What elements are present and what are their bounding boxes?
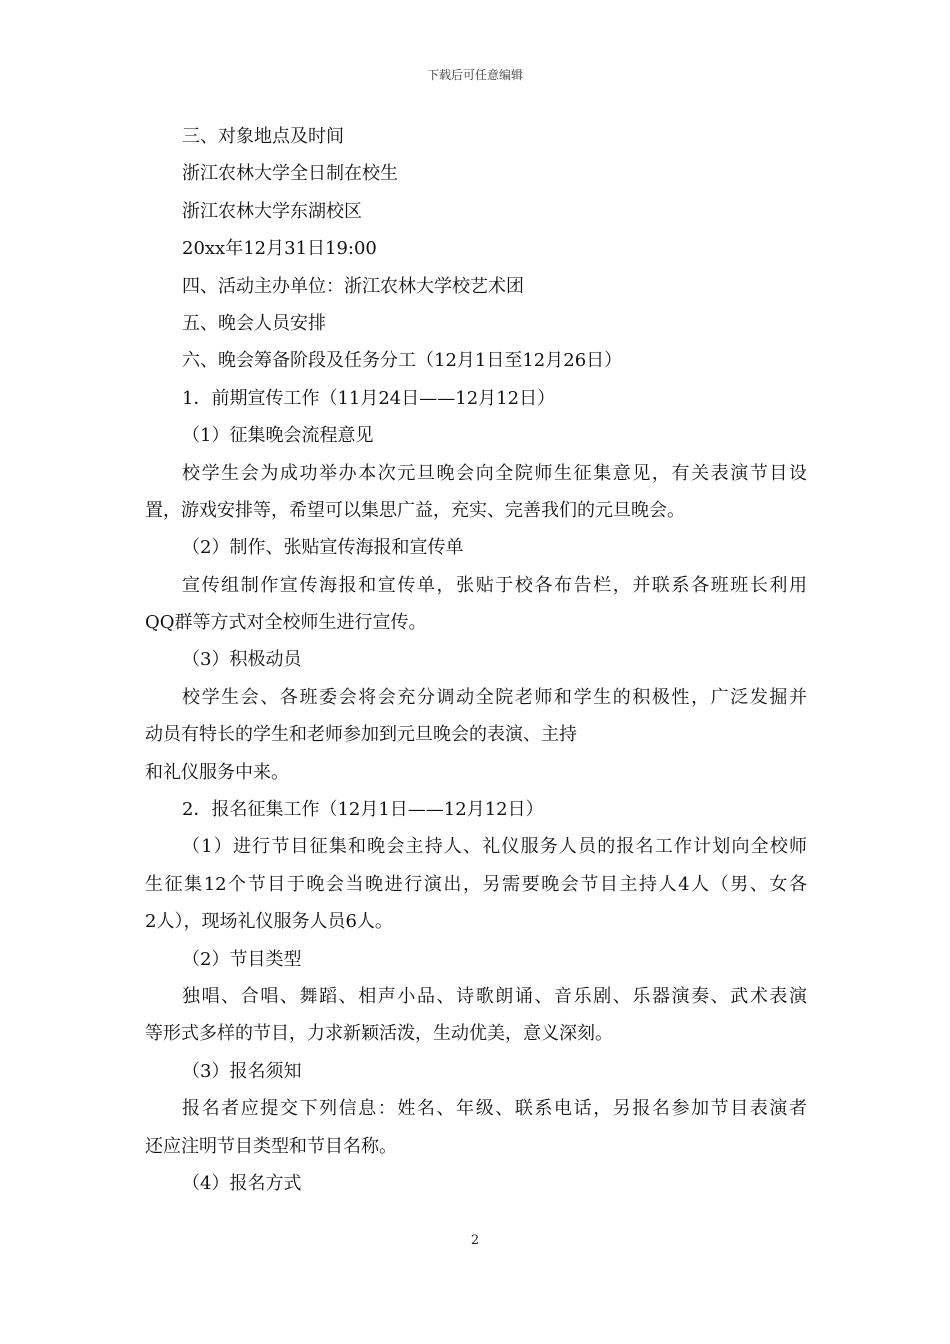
item-heading: （3）报名须知 xyxy=(182,1060,302,1082)
paragraph-line: 浙江农林大学东湖校区 xyxy=(182,200,362,222)
section-heading-3: 三、对象地点及时间 xyxy=(182,126,344,147)
document-body xyxy=(145,118,807,1202)
paragraph-line: QQ群等方式对全校师生进行宣传。 xyxy=(145,612,427,634)
item-heading: （4）报名方式 xyxy=(182,1172,302,1194)
paragraph-line: 宣传组制作宣传海报和宣传单，张贴于校各布告栏，并联系各班班长利用 xyxy=(182,574,807,596)
paragraph-line: 2人），现场礼仪服务人员6人。 xyxy=(145,911,393,933)
paragraph-line: 校学生会为成功举办本次元旦晚会向全院师生征集意见，有关表演节目设 xyxy=(182,462,807,484)
paragraph-line: 校学生会、各班委会将会充分调动全院老师和学生的积极性，广泛发掘并 xyxy=(182,686,807,708)
paragraph-line: 和礼仪服务中来。 xyxy=(145,761,289,783)
paragraph-line: 等形式多样的节目，力求新颖活泼，生动优美，意义深刻。 xyxy=(145,1023,613,1045)
item-heading: （2）制作、张贴宣传海报和宣传单 xyxy=(182,537,464,559)
subsection-heading: 2．报名征集工作（12月1日——12月12日） xyxy=(182,799,544,821)
paragraph-line: 浙江农林大学全日制在校生 xyxy=(182,163,398,185)
paragraph-line: 生征集12个节目于晚会当晚进行演出，另需要晚会节目主持人4人（男、女各 xyxy=(145,873,807,895)
subsection-heading: 1．前期宣传工作（11月24日——12月12日） xyxy=(182,387,556,409)
item-heading: （3）积极动员 xyxy=(182,649,302,671)
section-heading-4: 四、活动主办单位：浙江农林大学校艺术团 xyxy=(182,275,524,297)
item-heading: （1）征集晚会流程意见 xyxy=(182,425,374,447)
paragraph-line: 报名者应提交下列信息：姓名、年级、联系电话，另报名参加节目表演者 xyxy=(182,1098,807,1120)
paragraph-line: 20xx年12月31日19:00 xyxy=(182,238,377,260)
paragraph-line: 置，游戏安排等，希望可以集思广益，充实、完善我们的元旦晚会。 xyxy=(145,499,685,521)
item-heading: （2）节目类型 xyxy=(182,948,302,970)
paragraph-line: 独唱、合唱、舞蹈、相声小品、诗歌朗诵、音乐剧、乐器演奏、武术表演 xyxy=(182,985,807,1007)
section-heading-6: 六、晚会筹备阶段及任务分工（12月1日至12月26日） xyxy=(182,350,623,372)
page-header: 下载后可任意编辑 xyxy=(426,68,523,82)
page-number: 2 xyxy=(470,1233,480,1248)
section-heading-5: 五、晚会人员安排 xyxy=(182,312,326,334)
paragraph-line: 还应注明节目类型和节目名称。 xyxy=(145,1135,397,1157)
paragraph-line: （1）进行节目征集和晚会主持人、礼仪服务人员的报名工作计划向全校师 xyxy=(182,836,807,858)
paragraph-line: 动员有特长的学生和老师参加到元旦晚会的表演、主持 xyxy=(145,724,577,746)
